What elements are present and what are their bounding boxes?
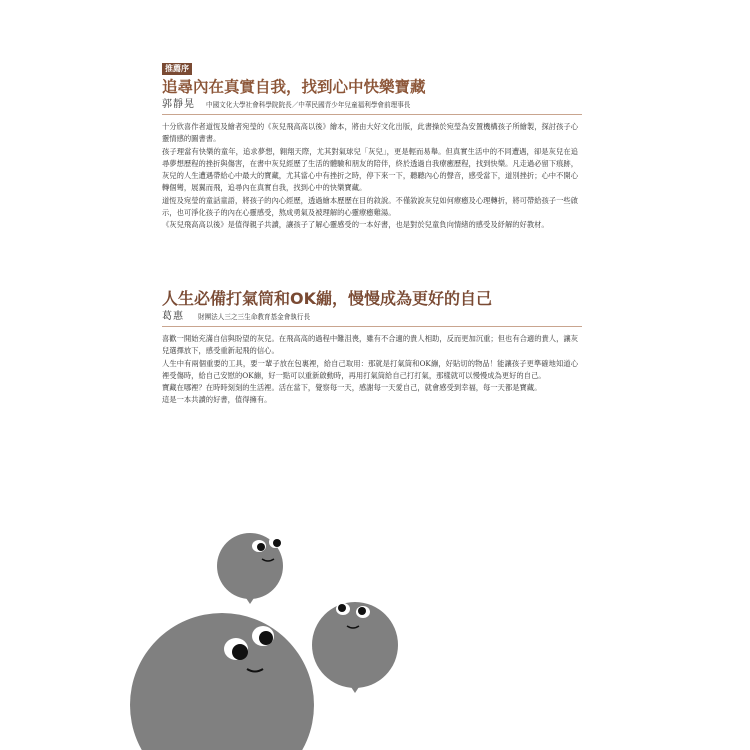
- preface-1-title: 追尋內在真實自我，找到心中快樂寶藏: [162, 78, 426, 96]
- preface-1-paragraph: 十分欣喜作者道恆及繪者宛瑩的《灰兒飛高高以後》繪本，將由大好文化出版，此書操於宛瑩為安置機構孩子所繪製，探討孩子心靈情感的圖書書。: [162, 122, 578, 144]
- preface-2-author: 葛惠: [162, 311, 184, 322]
- preface-1-affiliation: 中國文化大學社會科學院院長／中華民國青少年兒童福利學會前理事長: [206, 101, 411, 109]
- preface-2-affiliation: 財團法人三之三生命教育基金會執行長: [198, 313, 311, 321]
- preface-tag: 推薦序: [162, 63, 192, 75]
- preface-2-paragraph: 這是一本共讀的好書，值得擁有。: [162, 395, 272, 405]
- large-balloon: [130, 613, 314, 750]
- preface-2-title: 人生必備打氣筒和OK繃，慢慢成為更好的自己: [162, 289, 493, 308]
- preface-1-paragraph: 道恆及宛瑩的童話童語，將孩子的內心經歷，透過繪本歷歷在目的敘說。不僅敘說灰兒如何療癒及心理轉折，將可帶給孩子一些啟示，也可淨化孩子的內在心靈感受，熬成勇氣及被理解的心靈療癒雞湯。: [162, 195, 578, 218]
- preface-2-paragraph: 寶藏在哪裡？在時時刻刻的生活裡。活在當下，覺察每一天，感謝每一天愛自己，就會感受到幸福，每一天都是寶藏。: [162, 383, 542, 393]
- preface-2-paragraph: 喜歡一開始充滿自信與盼望的灰兒。在飛高高的過程中難沮喪，雖有不合適的貴人相助，反而更加沉重；但也有合適的貴人，讓灰兒選擇放下，感受重新起飛的信心。: [162, 334, 578, 356]
- small-balloon: [217, 533, 283, 604]
- preface-1-paragraph: 《灰兒飛高高以後》是值得親子共讀，讓孩子了解心靈感受的一本好書，也是對於兒童負向情緒的感受及紓解的好教材。: [162, 220, 549, 230]
- preface-1-paragraph: 孩子理當有快樂的童年，追求夢想，翱翔天際，尤其對氣球兒「灰兒」，更是輕而易舉。但真實生活中的不同遭遇，卻是灰兒在追尋夢想歷程的挫折與傷害，在書中灰兒經歷了生活的體驗和朋友的陪伴，終於透過自我療癒歷程，找到快樂。凡走過必留下痕跡，灰兒的人生遭遇帶給心中最大的寶藏，尤其當心中有挫折之時，停下來一下，聽聽內心的聲音，感受當下，道別挫折；心中不開心轉個彎，展翼而飛，追尋內在真實自我，找到心中的快樂寶藏。: [162, 146, 578, 193]
- preface-2-paragraph: 人生中有兩個重要的工具，要一輩子放在包裏裡，給自己取用：那就是打氣筒和OK繃，好貼切的物品！能讓孩子更準確地知道心裡受傷時，給自己安慰的OK繃，好一點可以重新啟動時，再用打氣筒給自己打打氣，那樣就可以慢慢成為更好的自己。: [162, 358, 578, 380]
- medium-balloon: [312, 602, 398, 693]
- preface-1-author: 郭靜晃: [162, 99, 195, 110]
